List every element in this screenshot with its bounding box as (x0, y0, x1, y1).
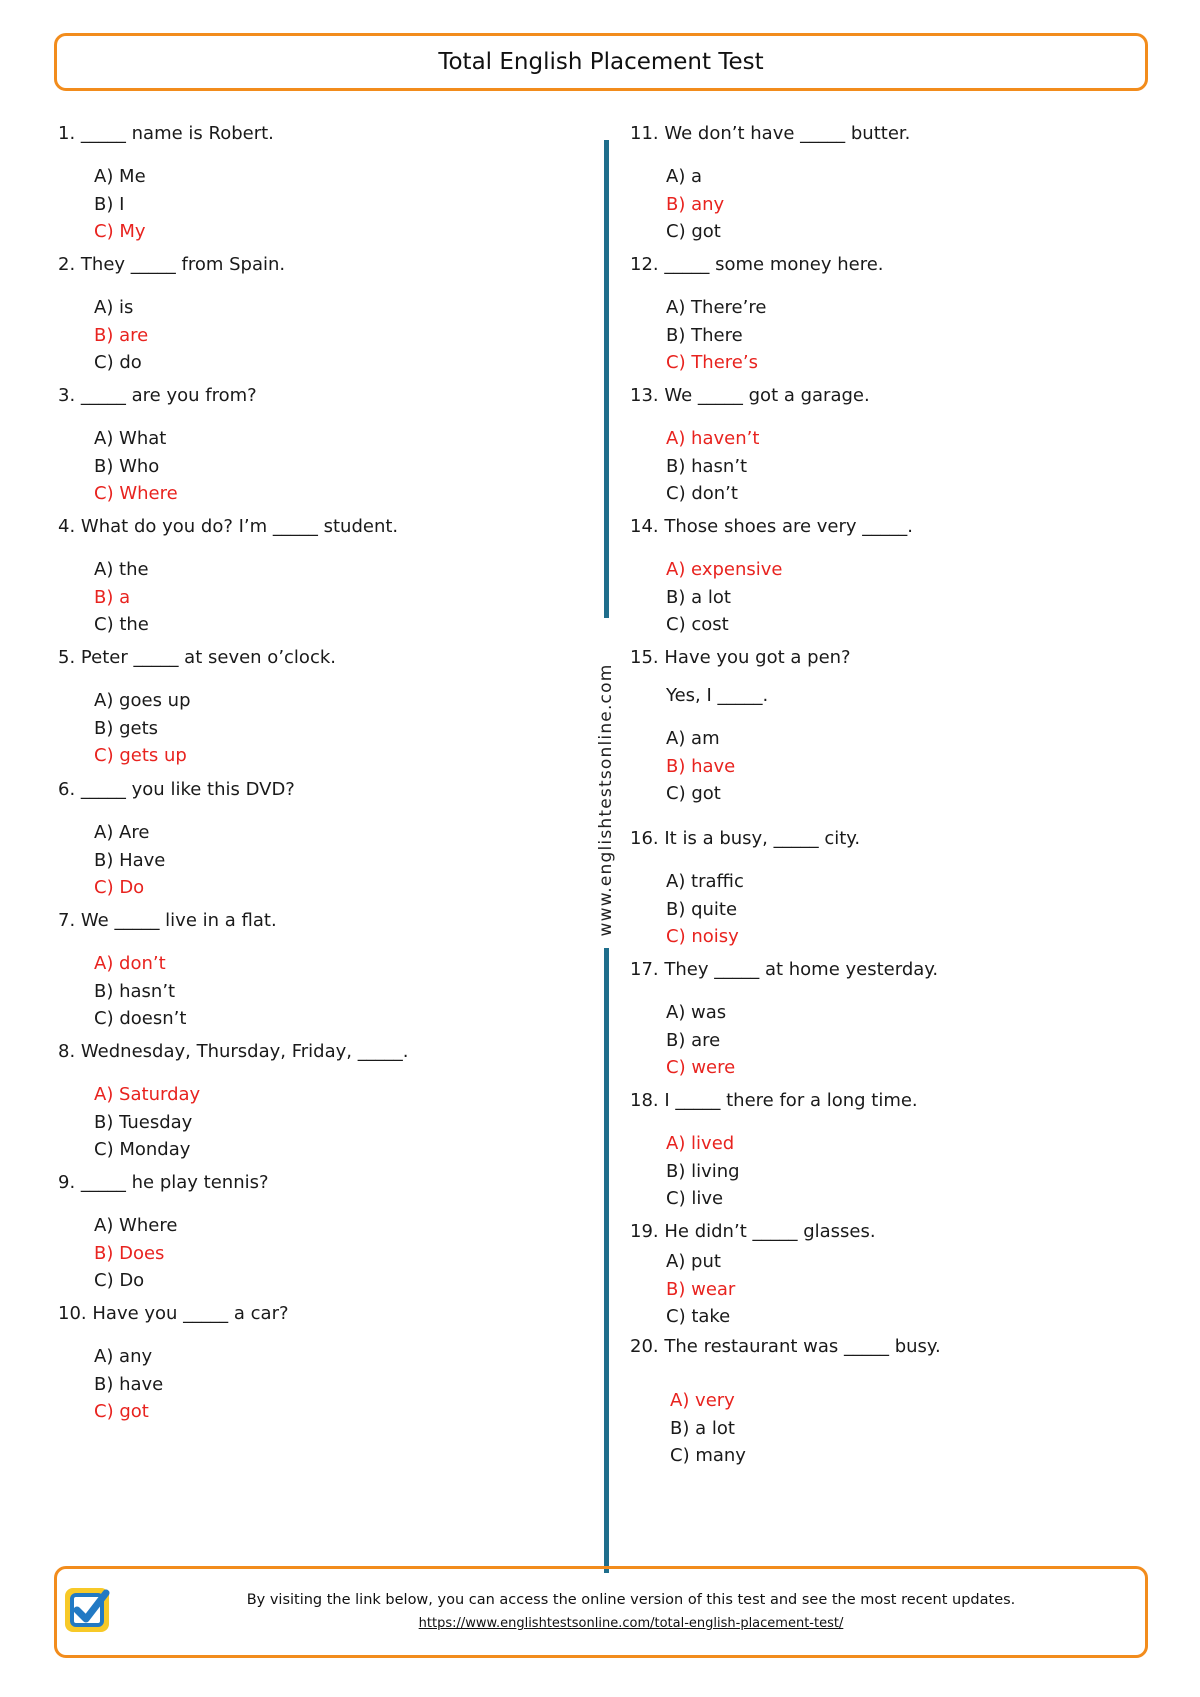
page-title: Total English Placement Test (438, 49, 764, 75)
question-prompt: Have you got a pen? (664, 647, 851, 668)
question-text (58, 1040, 408, 1064)
question-number: 14. (630, 516, 659, 537)
answer-option: A) Where (94, 1215, 178, 1236)
answer-options (94, 163, 274, 246)
answer-options (94, 1081, 408, 1164)
answer-option: B) have (94, 1373, 164, 1395)
question-number: 18. (630, 1090, 659, 1111)
question-prompt: Have you _____ a car? (92, 1303, 289, 1324)
question-prompt: What do you do? I’m _____ student. (80, 516, 399, 537)
question-prompt: Wednesday, Thursday, Friday, _____. (80, 1041, 409, 1062)
question-13 (630, 384, 870, 508)
footer-link[interactable]: https://www.englishtestsonline.com/total-english-placement-test/ (418, 1616, 844, 1631)
answer-options (94, 294, 285, 377)
question-prompt: They _____ from Spain. (80, 254, 286, 275)
question-text (630, 253, 884, 277)
website-watermark: www.englishtestsonline.com (596, 663, 616, 937)
question-prompt: _____ name is Robert. (80, 123, 274, 144)
question-text (630, 646, 851, 670)
question-text (630, 515, 913, 539)
question-4 (58, 515, 398, 639)
question-3 (58, 384, 257, 508)
question-prompt: We _____ got a garage. (664, 385, 870, 406)
answer-option: A) traffic (666, 871, 744, 892)
question-text (630, 122, 910, 146)
answer-option-correct: A) very (670, 1390, 735, 1411)
question-prompt: We _____ live in a flat. (80, 910, 277, 931)
question-18 (630, 1089, 918, 1213)
answer-option: B) living (666, 1160, 740, 1182)
question-11 (630, 122, 910, 246)
question-prompt: _____ you like this DVD? (80, 779, 295, 800)
question-16 (630, 827, 860, 951)
question-text (58, 122, 274, 146)
question-number: 15. (630, 647, 659, 668)
question-number: 19. (630, 1221, 659, 1242)
answer-option: B) I (94, 193, 125, 215)
answer-option-correct: C) were (666, 1057, 736, 1078)
answer-option-correct: C) There’s (666, 352, 758, 373)
answer-option: C) got (666, 221, 721, 242)
answer-option-correct: B) are (94, 324, 149, 346)
question-text (630, 1220, 876, 1244)
answer-option: B) There (666, 324, 743, 346)
answer-options (94, 425, 257, 508)
answer-options (666, 163, 910, 246)
answer-option: A) What (94, 428, 167, 449)
question-response-line: Yes, I _____. (666, 685, 769, 706)
question-number: 6. (58, 779, 76, 800)
question-text (58, 384, 257, 408)
question-number: 9. (58, 1172, 76, 1193)
question-text (630, 1335, 941, 1359)
answer-options (94, 687, 336, 770)
question-number: 10. (58, 1303, 87, 1324)
answer-options (670, 1387, 941, 1470)
answer-option: A) Are (94, 822, 150, 843)
question-text (630, 827, 860, 851)
question-prompt: _____ he play tennis? (80, 1172, 269, 1193)
question-number: 5. (58, 647, 76, 668)
answer-option: A) any (94, 1346, 153, 1367)
answer-option: A) put (666, 1251, 721, 1272)
question-prompt: They _____ at home yesterday. (664, 959, 939, 980)
answer-option: A) am (666, 728, 720, 749)
answer-option-correct: B) have (666, 755, 736, 777)
question-text (58, 515, 398, 539)
column-divider-top (604, 140, 609, 618)
question-prompt: The restaurant was _____ busy. (664, 1336, 941, 1357)
question-prompt: We don’t have _____ butter. (664, 123, 911, 144)
answer-option: B) Tuesday (94, 1111, 193, 1133)
answer-option-correct: A) Saturday (94, 1084, 201, 1105)
question-text (58, 778, 295, 802)
answer-option-correct: C) got (94, 1401, 149, 1422)
answer-option-correct: C) gets up (94, 745, 187, 766)
question-number: 3. (58, 385, 76, 406)
answer-option-correct: B) a (94, 586, 131, 608)
question-prompt: Peter _____ at seven o’clock. (80, 647, 336, 668)
answer-option-correct: A) lived (666, 1133, 735, 1154)
answer-option: B) are (666, 1029, 721, 1051)
question-text (58, 1171, 269, 1195)
answer-option: C) got (666, 783, 721, 804)
question-14 (630, 515, 913, 639)
answer-option-correct: C) My (94, 221, 146, 242)
question-12 (630, 253, 884, 377)
question-number: 13. (630, 385, 659, 406)
answer-option: A) There’re (666, 297, 767, 318)
question-text (630, 1089, 918, 1113)
answer-option: C) Monday (94, 1139, 191, 1160)
answer-option: A) goes up (94, 690, 191, 711)
question-number: 2. (58, 254, 76, 275)
answer-option: A) was (666, 1002, 727, 1023)
question-9 (58, 1171, 269, 1295)
answer-option: A) a (666, 166, 703, 187)
question-text (58, 1302, 289, 1326)
answer-options (94, 950, 277, 1033)
answer-option: A) Me (94, 166, 146, 187)
question-number: 11. (630, 123, 659, 144)
answer-options (666, 425, 870, 508)
question-prompt: He didn’t _____ glasses. (664, 1221, 876, 1242)
footer-box (54, 1566, 1148, 1658)
answer-option-correct: A) expensive (666, 559, 783, 580)
footer-text: By visiting the link below, you can access the online version of this test and see the most recent updates. (246, 1592, 1016, 1608)
answer-options (94, 1343, 289, 1426)
question-8 (58, 1040, 408, 1164)
answer-options (666, 868, 860, 951)
answer-option-correct: C) Do (94, 877, 145, 898)
answer-option: C) take (666, 1306, 731, 1327)
question-number: 4. (58, 516, 76, 537)
answer-options (94, 556, 398, 639)
answer-option: C) doesn’t (94, 1008, 187, 1029)
answer-option: C) live (666, 1188, 724, 1209)
answer-option: C) Do (94, 1270, 145, 1291)
question-text (58, 909, 277, 933)
column-divider-bottom (604, 948, 609, 1573)
answer-option: B) Who (94, 455, 160, 477)
question-prompt: I _____ there for a long time. (664, 1090, 918, 1111)
answer-option-correct: B) any (666, 193, 725, 215)
question-number: 1. (58, 123, 76, 144)
question-17 (630, 958, 938, 1082)
answer-options (666, 1248, 876, 1331)
question-5 (58, 646, 336, 770)
answer-option: B) a lot (670, 1417, 735, 1439)
answer-option-correct: C) noisy (666, 926, 739, 947)
answer-options (666, 1130, 918, 1213)
answer-option: A) the (94, 559, 149, 580)
question-prompt: It is a busy, _____ city. (664, 828, 861, 849)
question-prompt: _____ some money here. (664, 254, 884, 275)
answer-options (666, 725, 851, 808)
answer-option: B) gets (94, 717, 159, 739)
question-15 (630, 646, 851, 808)
answer-option: C) cost (666, 614, 729, 635)
answer-options (666, 294, 884, 377)
question-10 (58, 1302, 289, 1426)
question-text (58, 253, 285, 277)
answer-option-correct: A) haven’t (666, 428, 760, 449)
answer-option-correct: C) Where (94, 483, 178, 504)
question-text (630, 958, 938, 982)
answer-options (94, 819, 295, 902)
question-6 (58, 778, 295, 902)
question-number: 7. (58, 910, 76, 931)
question-20 (630, 1335, 941, 1470)
answer-option-correct: B) Does (94, 1242, 165, 1264)
question-number: 20. (630, 1336, 659, 1357)
question-19 (630, 1220, 876, 1331)
answer-option: B) hasn’t (666, 455, 748, 477)
answer-option: B) a lot (666, 586, 731, 608)
question-1 (58, 122, 274, 246)
question-prompt: _____ are you from? (80, 385, 257, 406)
answer-option: B) Have (94, 849, 166, 871)
checkbox-check-icon (62, 1584, 114, 1638)
question-number: 12. (630, 254, 659, 275)
answer-option: C) don’t (666, 483, 738, 504)
answer-options (666, 556, 913, 639)
question-number: 16. (630, 828, 659, 849)
question-2 (58, 253, 285, 377)
question-7 (58, 909, 277, 1033)
answer-option-correct: B) wear (666, 1278, 736, 1300)
answer-option: A) is (94, 297, 134, 318)
answer-option: C) the (94, 614, 149, 635)
question-text (630, 384, 870, 408)
question-prompt: Those shoes are very _____. (664, 516, 913, 537)
answer-option: B) hasn’t (94, 980, 176, 1002)
answer-option: B) quite (666, 898, 738, 920)
answer-option: C) many (670, 1445, 746, 1466)
question-number: 8. (58, 1041, 76, 1062)
answer-option: C) do (94, 352, 142, 373)
question-number: 17. (630, 959, 659, 980)
answer-option-correct: A) don’t (94, 953, 166, 974)
answer-options (94, 1212, 269, 1295)
title-box (54, 33, 1148, 91)
answer-options (666, 999, 938, 1082)
question-text (58, 646, 336, 670)
